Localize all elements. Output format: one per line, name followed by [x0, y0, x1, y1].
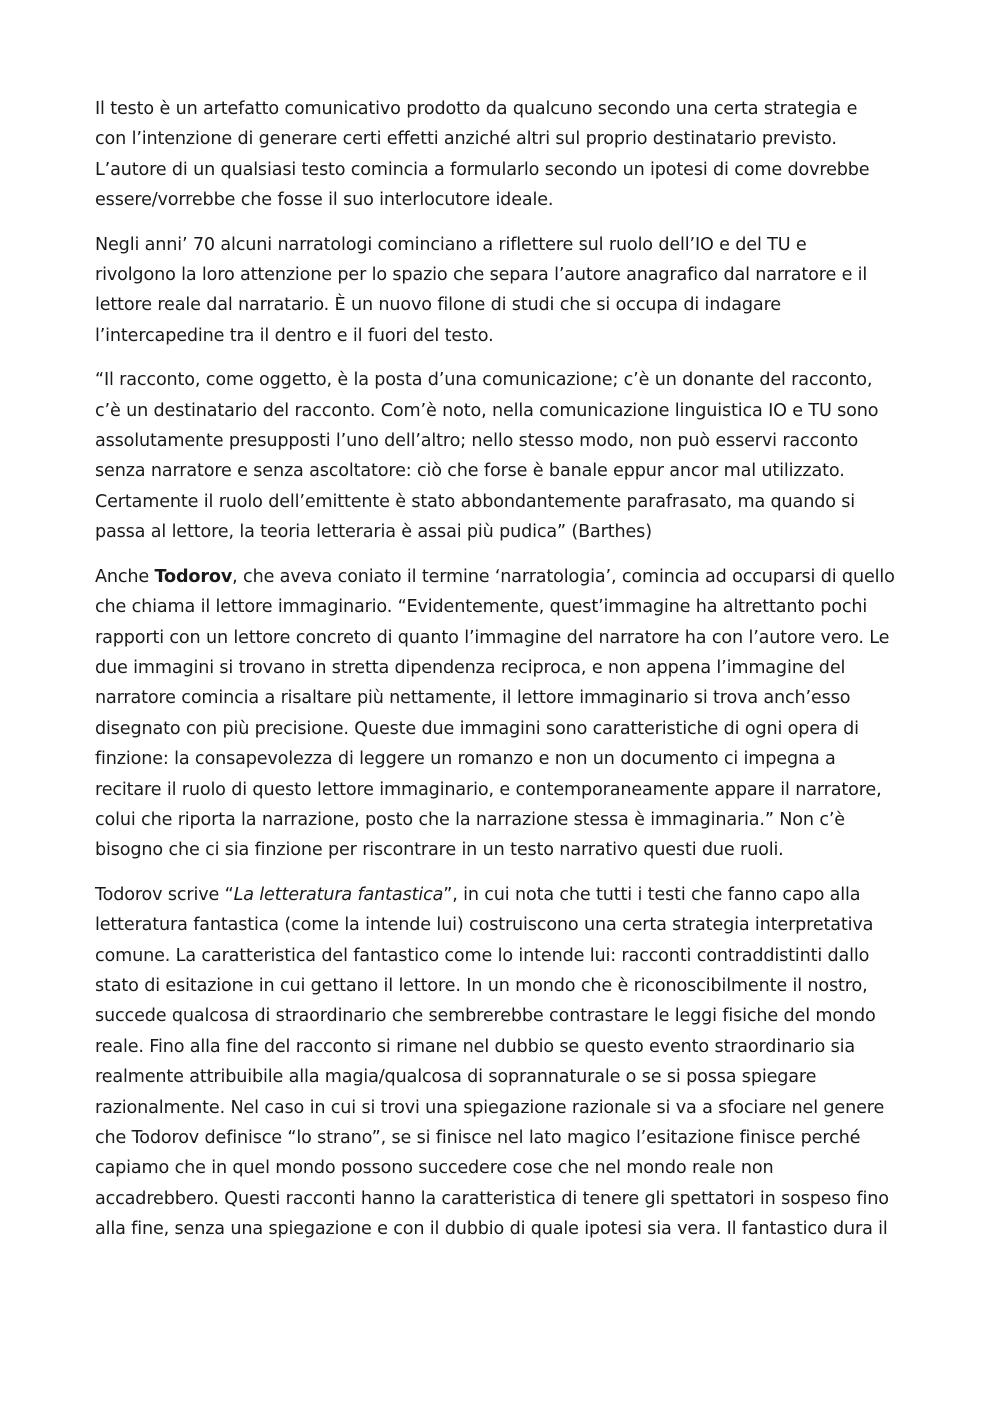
text-line: lettore reale dal narratario. È un nuovo filone di studi che si occupa di indagare [95, 295, 781, 316]
text-line: essere/vorrebbe che fosse il suo interlocutore ideale. [95, 190, 554, 211]
paragraph-1 [95, 94, 907, 216]
text-line: L’autore di un qualsiasi testo comincia a formularlo secondo un ipotesi di come dovrebbe [95, 159, 870, 180]
text-line: c’è un destinatario del racconto. Com’è noto, nella comunicazione linguistica IO e TU sono [95, 400, 879, 421]
text-line: succede qualcosa di straordinario che sembrerebbe contrastare le leggi fisiche del mondo [95, 1006, 876, 1027]
text-line: bisogno che ci sia finzione per riscontrare in un testo narrativo questi due ruoli. [95, 840, 784, 861]
text-line [95, 880, 907, 910]
text-line: reale. Fino alla fine del racconto si rimane nel dubbio se questo evento straordinario sia [95, 1036, 855, 1057]
text-line: che Todorov definisce “lo strano”, se si finisce nel lato magico l’esitazione finisce perché [95, 1128, 861, 1148]
text-line: disegnato con più precisione. Queste due immagini sono caratteristiche di ogni opera di [95, 718, 859, 739]
text-line: senza narratore e senza ascoltatore: ciò che forse è banale eppur ancor mal utilizzato. [95, 461, 845, 482]
text-line: stato di esitazione in cui gettano il lettore. In un mondo che è riconoscibilmente il nostro, [95, 975, 868, 996]
text-run: ”, in cui nota che tutti i testi che fanno capo alla [443, 884, 861, 905]
text-line: passa al lettore, la teoria letteraria è assai più pudica” (Barthes) [95, 522, 652, 543]
text-line: assolutamente presupposti l’uno dell’altro; nello stesso modo, non può esservi racconto [95, 431, 859, 452]
text-line: realmente attribuibile alla magia/qualcosa di soprannaturale o se si possa spiegare [95, 1067, 817, 1088]
text-line: rapporti con un lettore concreto di quanto l’immagine del narratore ha con l’autore vero. Le [95, 627, 890, 648]
text-line: “Il racconto, come oggetto, è la posta d’una comunicazione; c’è un donante del racconto, [95, 370, 873, 391]
text-line: colui che riporta la narrazione, posto che la narrazione stessa è immaginaria.” Non c’è [95, 809, 845, 830]
paragraph-5-letteratura-fantastica [95, 880, 907, 1245]
text-line: letteratura fantastica (come la intende lui) costruiscono una certa strategia interpretativa [95, 915, 874, 936]
text-line: recitare il ruolo di questo lettore immaginario, e contemporaneamente appare il narratore, [95, 779, 882, 800]
text-line: narratore comincia a risaltare più nettamente, il lettore immaginario si trova anch’esso [95, 688, 851, 709]
bold-term-todorov: Todorov [154, 566, 233, 587]
text-run: Anche [95, 566, 155, 587]
paragraph-2 [95, 230, 907, 352]
text-line: l’intercapedine tra il dentro e il fuori del testo. [95, 325, 494, 346]
text-line: Certamente il ruolo dell’emittente è stato abbondantemente parafrasato, ma quando si [95, 491, 856, 512]
text-line: che chiama il lettore immaginario. “Evidentemente, quest’immagine ha altrettanto pochi [95, 597, 868, 618]
text-line: rivolgono la loro attenzione per lo spazio che separa l’autore anagrafico dal narratore e il [95, 265, 868, 286]
paragraph-3-barthes-quote [95, 365, 907, 547]
italic-book-title: La letteratura fantastica [233, 884, 444, 905]
text-line: accadrebbero. Questi racconti hanno la caratteristica di tenere gli spettatori in sospeso fino [95, 1188, 889, 1209]
text-run: , che aveva coniato il termine ‘narratologia’, comincia ad occuparsi di quello [232, 566, 895, 587]
text-line: due immagini si trovano in stretta dipendenza reciproca, e non appena l’immagine del [95, 657, 846, 678]
text-line: razionalmente. Nel caso in cui si trovi una spiegazione razionale si va a sfociare nel genere [95, 1097, 885, 1118]
paragraph-4-todorov [95, 562, 907, 866]
text-line [95, 562, 907, 592]
text-line: Il testo è un artefatto comunicativo prodotto da qualcuno secondo una certa strategia e [95, 99, 858, 119]
text-line: alla fine, senza una spiegazione e con il dubbio di quale ipotesi sia vera. Il fantastico dura il [95, 1219, 888, 1240]
text-line: con l’intenzione di generare certi effetti anziché altri sul proprio destinatario previsto. [95, 129, 837, 150]
text-line: finzione: la consapevolezza di leggere un romanzo e non un documento ci impegna a [95, 749, 836, 770]
text-line: Negli anni’ 70 alcuni narratologi cominciano a riflettere sul ruolo dell’IO e del TU e [95, 234, 807, 255]
text-line: capiamo che in quel mondo possono succedere cose che nel mondo reale non [95, 1158, 774, 1179]
text-run: Todorov scrive “ [95, 884, 234, 905]
document-body [95, 94, 907, 1259]
text-line: comune. La caratteristica del fantastico come lo intende lui: racconti contraddistinti dallo [95, 945, 870, 966]
